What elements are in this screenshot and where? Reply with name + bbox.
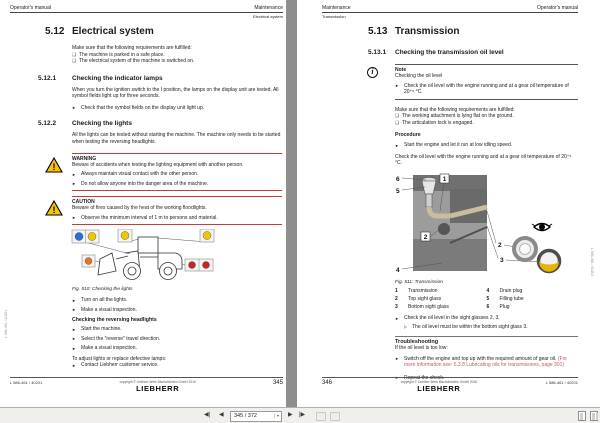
legend-item: 1 Transmission <box>395 288 438 295</box>
action-step: ► Select the "reverse" travel direction. <box>72 336 282 343</box>
side-document-code: L 586-461 / 40201 <box>590 248 594 277</box>
header-chapter-label: Transmission <box>322 14 346 19</box>
caution-label: CAUTION <box>72 199 95 206</box>
header-rule <box>10 12 283 13</box>
svg-text:6: 6 <box>396 176 400 184</box>
requirements-block <box>395 107 578 127</box>
action-step: ► Check that the symbol fields on the display unit light up. <box>72 105 282 112</box>
troubleshooting-condition: If the oil level is too low: <box>395 345 448 352</box>
header-right-text: Maintenance <box>254 5 283 11</box>
sight-glass-details <box>514 238 560 272</box>
single-page-layout-icon[interactable] <box>578 411 586 421</box>
next-view-icon[interactable] <box>330 412 340 421</box>
warning-block <box>52 153 282 192</box>
liebherr-logo: LIEBHERR <box>417 384 461 393</box>
liebherr-logo: LIEBHERR <box>136 384 180 393</box>
loader-outline <box>98 237 182 280</box>
requirements-intro: Make sure that the following requirements are fulfilled: <box>395 106 515 113</box>
svg-text:1: 1 <box>442 176 447 184</box>
header-left-text: Maintenance <box>322 5 351 11</box>
svg-text:2: 2 <box>423 234 428 242</box>
last-page-button[interactable]: |▶ <box>299 412 306 418</box>
body-paragraph: To adjust lights or replace defective lamps: <box>72 355 167 362</box>
action-step: ► Start the machine. <box>72 326 282 333</box>
figure-checking-lights <box>70 229 286 286</box>
eye-icon <box>532 224 552 231</box>
brand-block <box>120 380 196 393</box>
page-header <box>322 0 578 11</box>
svg-text:4: 4 <box>396 267 400 275</box>
copyright-text: copyright © Liebherr-Werk Bischofshofen GmbH 2016 <box>400 380 477 384</box>
action-step: ► Check the oil level with the engine running and at a gear oil temperature of 20⁺⁵ °C. <box>395 83 578 96</box>
svg-text:5: 5 <box>396 188 400 196</box>
manual-page-right <box>297 0 600 407</box>
info-icon: i <box>367 67 378 78</box>
requirement-item: ❑ The machine is parked in a safe place. <box>72 52 282 59</box>
figure-caption: Fig. 511: Transmission <box>395 280 443 286</box>
caution-triangle-icon <box>45 200 63 221</box>
facing-pages-layout-icon[interactable] <box>590 411 598 421</box>
previous-view-icon[interactable] <box>316 412 326 421</box>
section-title <box>0 26 286 37</box>
subsection-number: 5.12.2 <box>38 120 57 128</box>
svg-text:!: ! <box>52 161 56 172</box>
page-footer <box>322 377 578 393</box>
wheel-loader-drawing <box>70 229 222 281</box>
manual-page-left <box>0 0 286 407</box>
page-number-value[interactable]: 345 / 372 <box>234 413 257 419</box>
action-result: ▷ The oil level must be within the bottom sight glass 3. <box>395 324 578 331</box>
subsection-number: 5.13.1 <box>368 49 387 56</box>
cross-reference-link[interactable]: (For more information see: 5.3.8 Lubricating oils for transmissions, page 301) <box>404 355 568 369</box>
action-step: ► Repeat the check. <box>395 375 578 382</box>
legend-column <box>395 288 487 311</box>
section-title-text: Electrical system <box>72 26 154 37</box>
figure-caption: Fig. 510: Checking the lights <box>72 287 133 293</box>
header-chapter-label: Electrical system <box>252 14 283 19</box>
caution-text: Beware of fires caused by the heat of the working floodlights. <box>72 205 207 212</box>
section-title <box>297 26 600 37</box>
legend-item: 3 Bottom sight glass <box>395 303 449 310</box>
caution-block <box>52 196 282 225</box>
action-step: ► Contact Liebherr customer service. <box>72 362 282 369</box>
action-step: ► Observe the minimum interval of 1 m to persons and material. <box>72 215 282 222</box>
body-paragraph: All the lights can be tested without starting the machine. The machine only needs to be started when testing the reversing headlights. <box>72 132 281 146</box>
procedure-subheading: Checking the reversing headlights <box>72 317 157 324</box>
legend-item: 5 Filling tube <box>486 295 524 302</box>
side-document-code: L 586-461 / 40201 <box>4 309 8 338</box>
requirement-item: ❑ The articulation lock is engaged. <box>395 120 578 127</box>
svg-text:!: ! <box>52 205 56 216</box>
requirements-intro: Make sure that the following requirements are fulfilled: <box>72 45 192 51</box>
document-code: L 586-461 / 40201 <box>10 380 43 385</box>
note-block <box>371 64 578 100</box>
requirement-item: ❑ The electrical system of the machine is switched on. <box>72 58 282 65</box>
warning-label: WARNING <box>72 155 97 162</box>
troubleshooting-block <box>395 336 578 352</box>
header-left-text: Operator's manual <box>10 5 51 11</box>
action-step: ► Make a visual inspection. <box>72 345 282 352</box>
page-number: 345 <box>272 380 283 386</box>
page-header <box>10 0 283 11</box>
viewer-bottom-toolbar <box>0 407 600 423</box>
header-right-text: Operator's manual <box>537 5 578 11</box>
action-step: ► Do not allow anyone into the danger area of the machine. <box>72 181 282 188</box>
document-code: L 586-461 / 40201 <box>545 380 578 385</box>
chevron-down-icon[interactable]: ▼ <box>274 414 281 418</box>
figure-transmission <box>392 171 600 279</box>
subsection-heading <box>0 120 286 127</box>
note-text: Checking the oil level <box>395 73 443 79</box>
action-step <box>395 356 578 369</box>
action-step: ► Always maintain visual contact with the other person. <box>72 171 282 178</box>
requirement-item: ❑ The working attachment is lying flat on the ground. <box>395 113 578 120</box>
requirements-block <box>72 45 282 65</box>
subsection-title-text: Checking the indicator lamps <box>72 74 163 82</box>
subsection-number: 5.12.1 <box>38 74 57 82</box>
section-number: 5.13 <box>368 26 388 37</box>
subsection-heading <box>297 49 600 56</box>
body-paragraph: When you turn the ignition switch to the I position, the lamps on the display unit are tested. All symbol fields light up for three seconds. <box>72 86 279 100</box>
action-step: ► Turn on all the lights. <box>72 297 282 304</box>
section-number: 5.12 <box>45 26 65 37</box>
troubleshooting-label: Troubleshooting <box>395 339 439 346</box>
brand-block <box>401 380 477 393</box>
subsection-title-text: Checking the transmission oil level <box>395 49 504 56</box>
action-step: ► Make a visual inspection. <box>72 307 282 314</box>
subsection-heading <box>0 75 286 82</box>
copyright-text: copyright © Liebherr-Werk Bischofshofen GmbH 2016 <box>119 380 196 384</box>
legend-column <box>487 288 579 311</box>
transmission-photo <box>392 171 570 274</box>
warning-text: Beware of accidents when testing the lighting equipment with another person. <box>72 161 244 168</box>
procedure-subheading: Procedure <box>395 132 421 139</box>
page-number-field[interactable] <box>230 411 282 422</box>
section-title-text: Transmission <box>395 26 460 37</box>
header-rule <box>322 12 578 13</box>
subsection-title-text: Checking the lights <box>72 120 132 128</box>
previous-page-button[interactable]: ◀ <box>219 412 224 418</box>
warning-triangle-icon <box>45 157 63 178</box>
page-number: 346 <box>322 380 333 386</box>
action-step: ► Check the oil level in the sight glasses 2, 3. <box>395 315 578 322</box>
page-footer <box>10 377 283 393</box>
legend-item: 6 Plug <box>486 303 510 310</box>
photo-area <box>413 175 487 271</box>
svg-text:3: 3 <box>500 257 504 265</box>
legend-item: 4 Drain plug <box>486 288 523 295</box>
legend-item: 2 Top sight glass <box>395 295 442 302</box>
first-page-button[interactable]: ◀| <box>204 412 211 418</box>
figure-legend <box>395 288 578 311</box>
svg-text:2: 2 <box>498 242 502 250</box>
action-step: ► Start the engine and let it run at low idling speed. <box>395 142 578 149</box>
next-page-button[interactable]: ▶ <box>288 412 293 418</box>
action-text: Switch off the engine and top up with the required amount of gear oil. <box>404 355 557 362</box>
note-label: Note <box>395 67 407 73</box>
body-paragraph: Check the oil level with the engine running and at a gear oil temperature of 20⁺⁵ °C. <box>395 153 572 167</box>
